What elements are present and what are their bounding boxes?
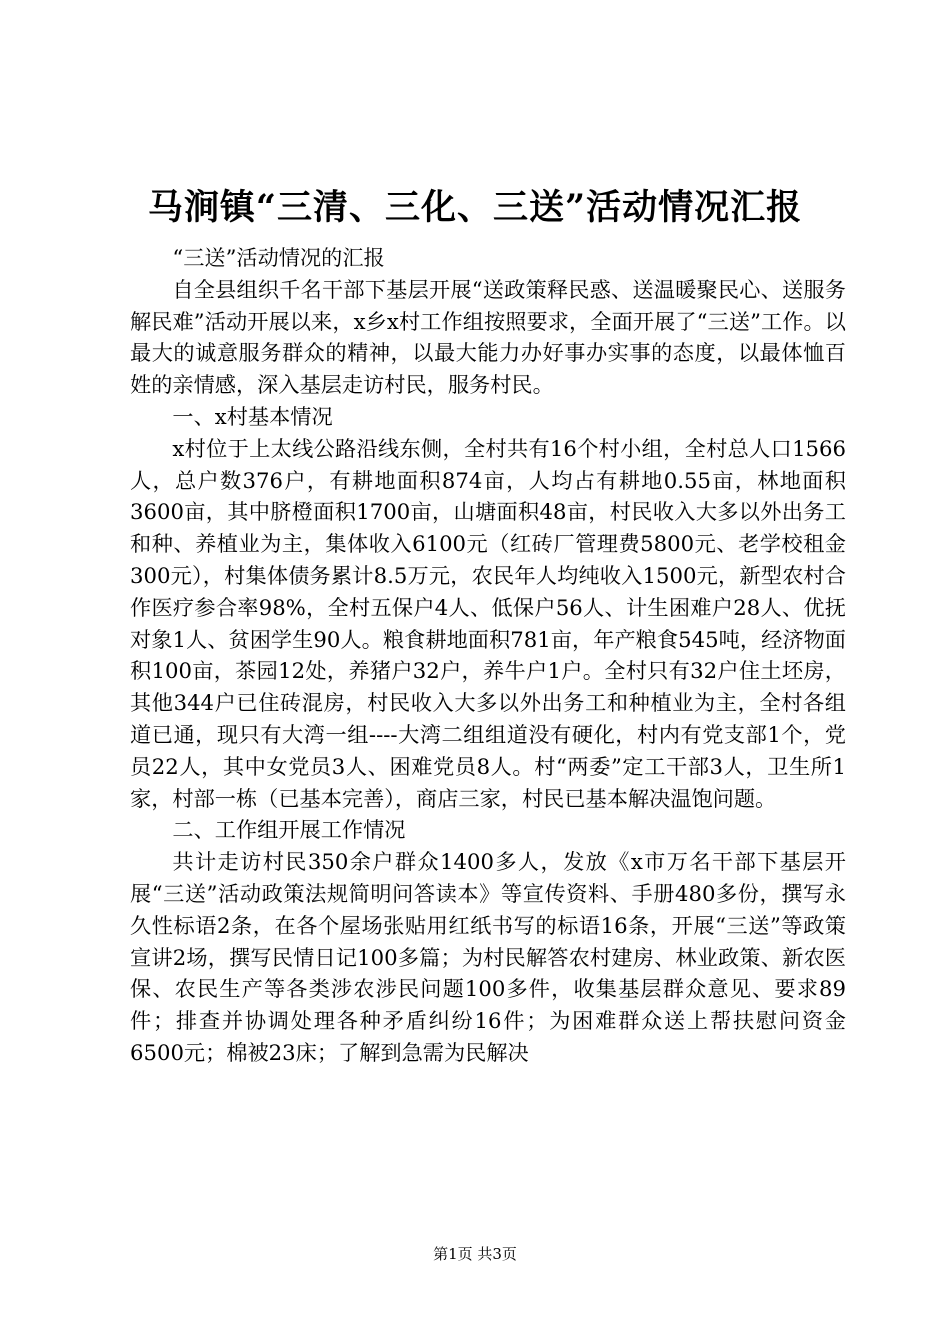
village-info-paragraph: x村位于上太线公路沿线东侧，全村共有16个村小组，全村总人口1566人，总户数376户，有耕地面积874亩，人均占有耕地0.55亩，林地面积3600亩，其中脐橙面积1700亩，山塘面积48亩，村民收入大多以外出务工和种、养植业为主，集体收入6100元（红砖厂管理费5800元、老学校租金300元），村集体债务累计8.5万元，农民年人均纯收入1500元，新型农村合作医疗参合率98%，全村五保户4人、低保户56人、计生困难户28人、优抚对象1人、贫困学生90人。粮食耕地面积781亩，年产粮食545吨，经济物面积100亩，茶园12处，养猪户32户，养牛户1户。全村只有32户住土坯房，其他344户已住砖混房，村民收入大多以外出务工和种植业为主，全村各组道已通，现只有大湾一组----大湾二组组道没有硬化，村内有党支部1个，党员22人，其中女党员3人、困难党员8人。村“两委”定工干部3人，卫生所1家，村部一栋（已基本完善），商店三家，村民已基本解决温饱问题。 xyxy=(130,435,846,811)
section-heading-2: 二、工作组开展工作情况 xyxy=(172,817,406,843)
intro-paragraph: 自全县组织千名干部下基层开展“送政策释民惑、送温暖聚民心、送服务解民难”活动开展以来，x乡x村工作组按照要求，全面开展了“三送”工作。以最大的诚意服务群众的精神，以最大能力办好事办实事的态度，以最体恤百姓的亲情感，深入基层走访村民，服务村民。 xyxy=(130,276,846,398)
document-body xyxy=(130,242,846,1069)
page-footer: 第1页 共3页 xyxy=(433,1245,517,1263)
subtitle-paragraph: “三送”活动情况的汇报 xyxy=(172,245,385,270)
section-heading-1: 一、x村基本情况 xyxy=(172,403,333,429)
work-status-paragraph: 共计走访村民350余户群众1400多人，发放《x市万名干部下基层开展“三送”活动政策法规简明问答读本》等宣传资料、手册480多份，撰写永久性标语2条，在各个屋场张贴用红纸书写的标语16条，开展“三送”等政策宣讲2场，撰写民情日记100多篇；为村民解答农村建房、林业政策、新农医保、农民生产等各类涉农涉民问题100多件，收集基层群众意见、要求89件；排查并协调处理各种矛盾纠纷16件；为困难群众送上帮扶慰问资金6500元；棉被23床；了解到急需为民解决 xyxy=(130,849,846,1065)
document-title: 马涧镇“三清、三化、三送”活动情况汇报 xyxy=(147,187,803,228)
